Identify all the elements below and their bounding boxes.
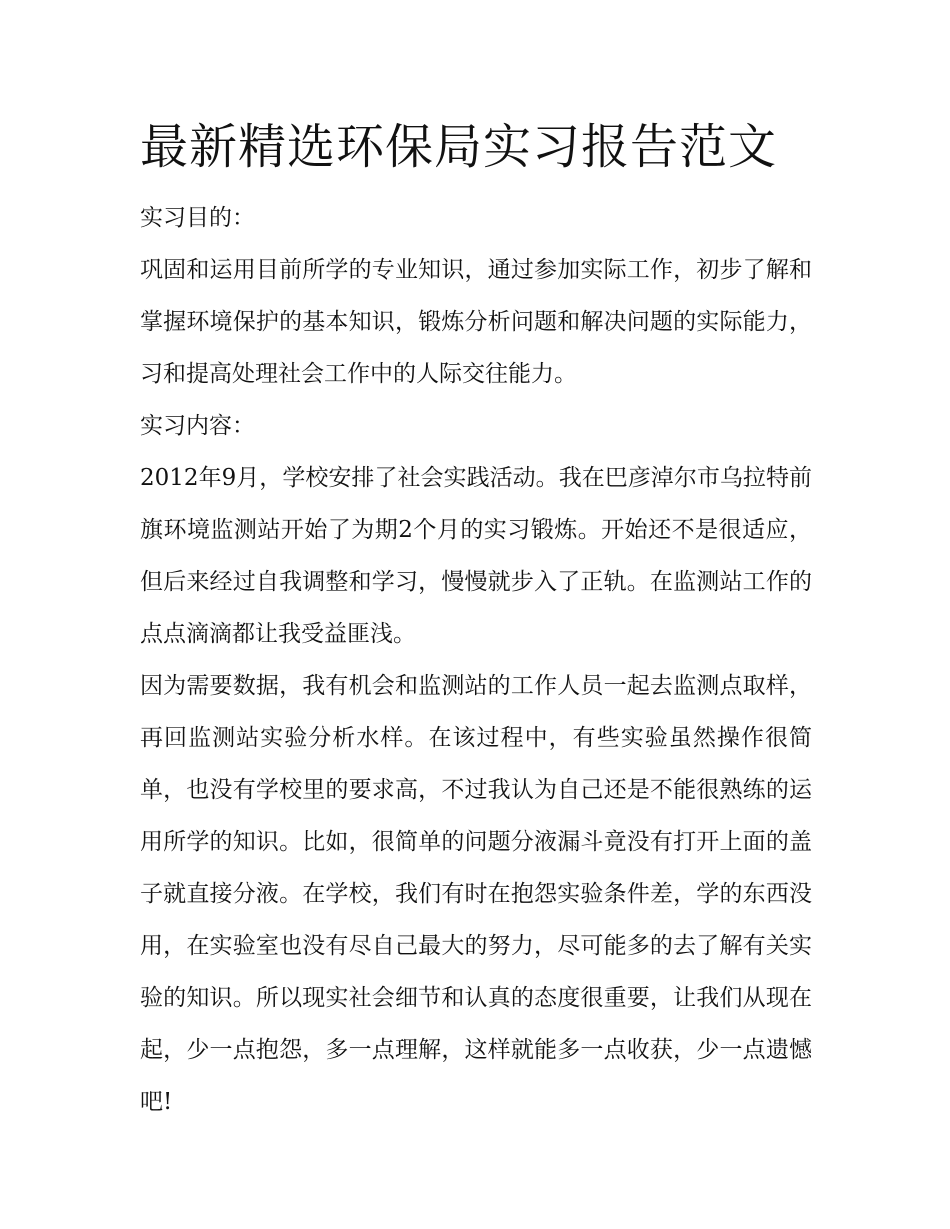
content-paragraph-1: 2012年9月，学校安排了社会实践活动。我在巴彦淖尔市乌拉特前旗环境监测站开始了为期2个月的实习锻炼。开始还不是很适应，但后来经过自我调整和学习，慢慢就步入了正轨。在监测站工作的点点滴滴都让我受益匪浅。 — [140, 465, 812, 647]
content-heading: 实习内容： — [140, 413, 255, 439]
purpose-paragraph: 巩固和运用目前所学的专业知识，通过参加实际工作，初步了解和掌握环境保护的基本知识，锻炼分析问题和解决问题的实际能力，习和提高处理社会工作中的人际交往能力。 — [140, 257, 812, 387]
content-paragraph-2: 因为需要数据，我有机会和监测站的工作人员一起去监测点取样，再回监测站实验分析水样。在该过程中，有些实验虽然操作很简单，也没有学校里的要求高，不过我认为自己还是不能很熟练的运用所学的知识。比如，很简单的问题分液漏斗竟没有打开上面的盖子就直接分液。在学校，我们有时在抱怨实验条件差，学的东西没用，在实验室也没有尽自己最大的努力，尽可能多的去了解有关实验的知识。所以现实社会细节和认真的态度很重要，让我们从现在起，少一点抱怨，多一点理解，这样就能多一点收获，少一点遗憾吧! — [140, 673, 812, 1115]
document-title: 最新精选环保局实习报告范文 — [140, 119, 778, 175]
document-body — [140, 116, 812, 1128]
purpose-heading: 实习目的： — [140, 205, 255, 231]
